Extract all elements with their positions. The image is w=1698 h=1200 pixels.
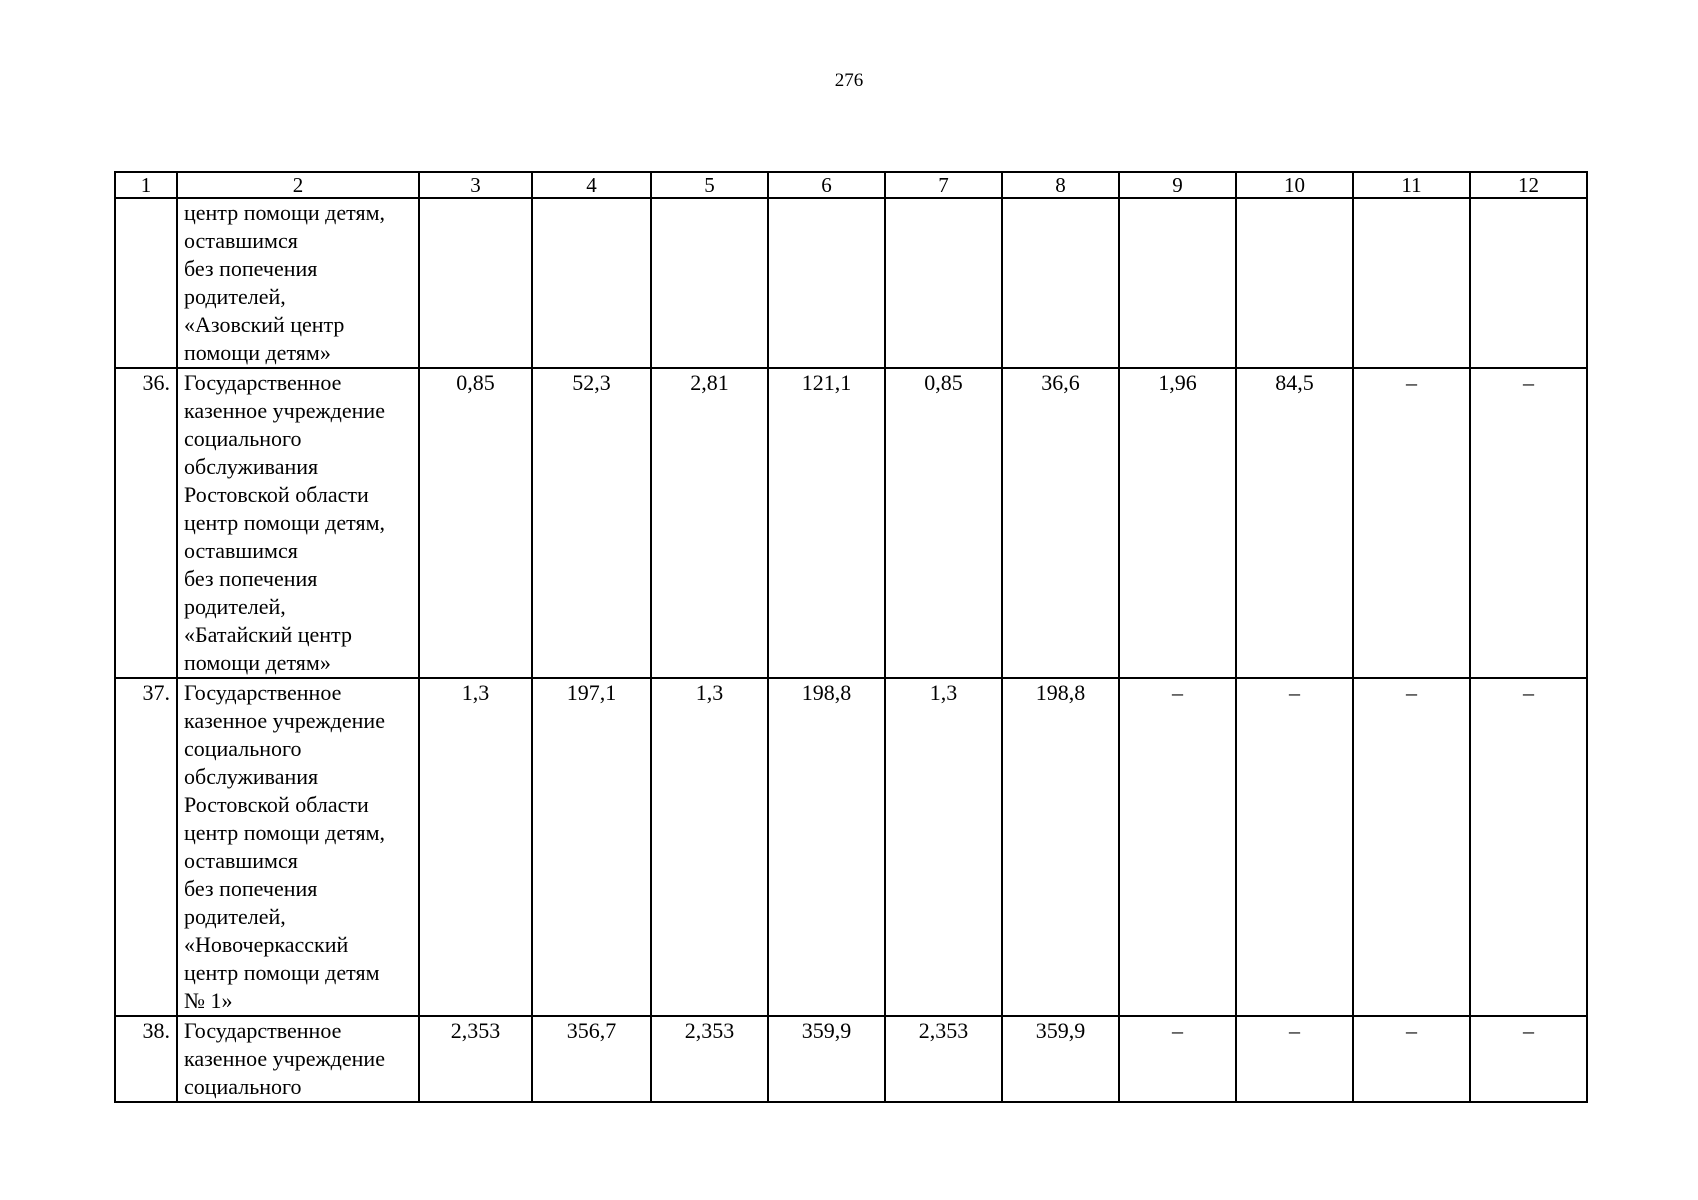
name-line: центр помощи детям	[184, 960, 380, 985]
name-line: центр помощи детям,	[184, 510, 386, 535]
value-cell	[1236, 198, 1353, 368]
name-line: социального	[184, 1074, 302, 1099]
name-line: Государственное	[184, 680, 342, 705]
value-cell: 198,8	[1002, 678, 1119, 1016]
name-line: оставшимся	[184, 228, 298, 253]
value-cell: 1,96	[1119, 368, 1236, 678]
institution-name-cell	[177, 678, 419, 1016]
name-line: без попечения	[184, 566, 318, 591]
value-cell: 359,9	[768, 1016, 885, 1102]
name-line: социального	[184, 426, 302, 451]
value-cell	[885, 198, 1002, 368]
data-table	[114, 171, 1588, 1103]
name-line: центр помощи детям,	[184, 820, 386, 845]
value-cell: –	[1353, 1016, 1470, 1102]
page-number: 276	[834, 70, 864, 91]
name-line: социального	[184, 736, 302, 761]
name-line: родителей,	[184, 284, 286, 309]
name-line: Ростовской области	[184, 482, 369, 507]
value-cell: 0,85	[885, 368, 1002, 678]
name-line: обслуживания	[184, 454, 319, 479]
value-cell	[419, 198, 532, 368]
value-cell: –	[1470, 368, 1587, 678]
value-cell	[1353, 198, 1470, 368]
value-cell: 2,353	[651, 1016, 768, 1102]
value-cell: –	[1119, 678, 1236, 1016]
name-line: казенное учреждение	[184, 398, 385, 423]
value-cell: 0,85	[419, 368, 532, 678]
column-header: 8	[1002, 172, 1119, 198]
column-header: 6	[768, 172, 885, 198]
table-row	[115, 198, 1587, 368]
institution-name-cell	[177, 368, 419, 678]
table-row	[115, 368, 1587, 678]
name-line: центр помощи детям,	[184, 200, 386, 225]
column-header: 5	[651, 172, 768, 198]
column-header: 12	[1470, 172, 1587, 198]
table-row	[115, 678, 1587, 1016]
name-line: обслуживания	[184, 764, 319, 789]
value-cell: 36,6	[1002, 368, 1119, 678]
name-line: казенное учреждение	[184, 708, 385, 733]
row-number-cell: 38.	[115, 1016, 177, 1102]
name-line: без попечения	[184, 876, 318, 901]
value-cell: 52,3	[532, 368, 651, 678]
name-line: Государственное	[184, 1018, 342, 1043]
value-cell: 1,3	[651, 678, 768, 1016]
value-cell	[1119, 198, 1236, 368]
value-cell	[1002, 198, 1119, 368]
value-cell: 1,3	[419, 678, 532, 1016]
value-cell: 84,5	[1236, 368, 1353, 678]
name-line: «Азовский центр	[184, 312, 345, 337]
name-line: родителей,	[184, 594, 286, 619]
value-cell: 1,3	[885, 678, 1002, 1016]
column-header: 9	[1119, 172, 1236, 198]
name-line: казенное учреждение	[184, 1046, 385, 1071]
name-line: Государственное	[184, 370, 342, 395]
name-line: «Батайский центр	[184, 622, 352, 647]
value-cell: –	[1119, 1016, 1236, 1102]
institution-name-cell	[177, 198, 419, 368]
column-header: 3	[419, 172, 532, 198]
column-header: 11	[1353, 172, 1470, 198]
name-line: № 1»	[184, 988, 233, 1013]
name-line: «Новочеркасский	[184, 932, 349, 957]
name-line: оставшимся	[184, 538, 298, 563]
value-cell: –	[1470, 678, 1587, 1016]
row-number-cell: 37.	[115, 678, 177, 1016]
row-number-cell	[115, 198, 177, 368]
column-header: 7	[885, 172, 1002, 198]
value-cell	[651, 198, 768, 368]
value-cell: –	[1353, 368, 1470, 678]
value-cell: 2,353	[419, 1016, 532, 1102]
column-header: 2	[177, 172, 419, 198]
value-cell: 2,353	[885, 1016, 1002, 1102]
value-cell: –	[1470, 1016, 1587, 1102]
value-cell	[1470, 198, 1587, 368]
value-cell: 2,81	[651, 368, 768, 678]
value-cell: 356,7	[532, 1016, 651, 1102]
column-header: 10	[1236, 172, 1353, 198]
value-cell: 197,1	[532, 678, 651, 1016]
name-line: родителей,	[184, 904, 286, 929]
table-row	[115, 1016, 1587, 1102]
value-cell: 121,1	[768, 368, 885, 678]
value-cell	[768, 198, 885, 368]
name-line: без попечения	[184, 256, 318, 281]
value-cell: 198,8	[768, 678, 885, 1016]
name-line: помощи детям»	[184, 340, 331, 365]
name-line: Ростовской области	[184, 792, 369, 817]
value-cell: 359,9	[1002, 1016, 1119, 1102]
value-cell: –	[1353, 678, 1470, 1016]
institution-name-cell	[177, 1016, 419, 1102]
column-header: 1	[115, 172, 177, 198]
column-header: 4	[532, 172, 651, 198]
row-number-cell: 36.	[115, 368, 177, 678]
column-number-header-row	[115, 172, 1587, 198]
value-cell: –	[1236, 1016, 1353, 1102]
value-cell	[532, 198, 651, 368]
name-line: помощи детям»	[184, 650, 331, 675]
name-line: оставшимся	[184, 848, 298, 873]
value-cell: –	[1236, 678, 1353, 1016]
